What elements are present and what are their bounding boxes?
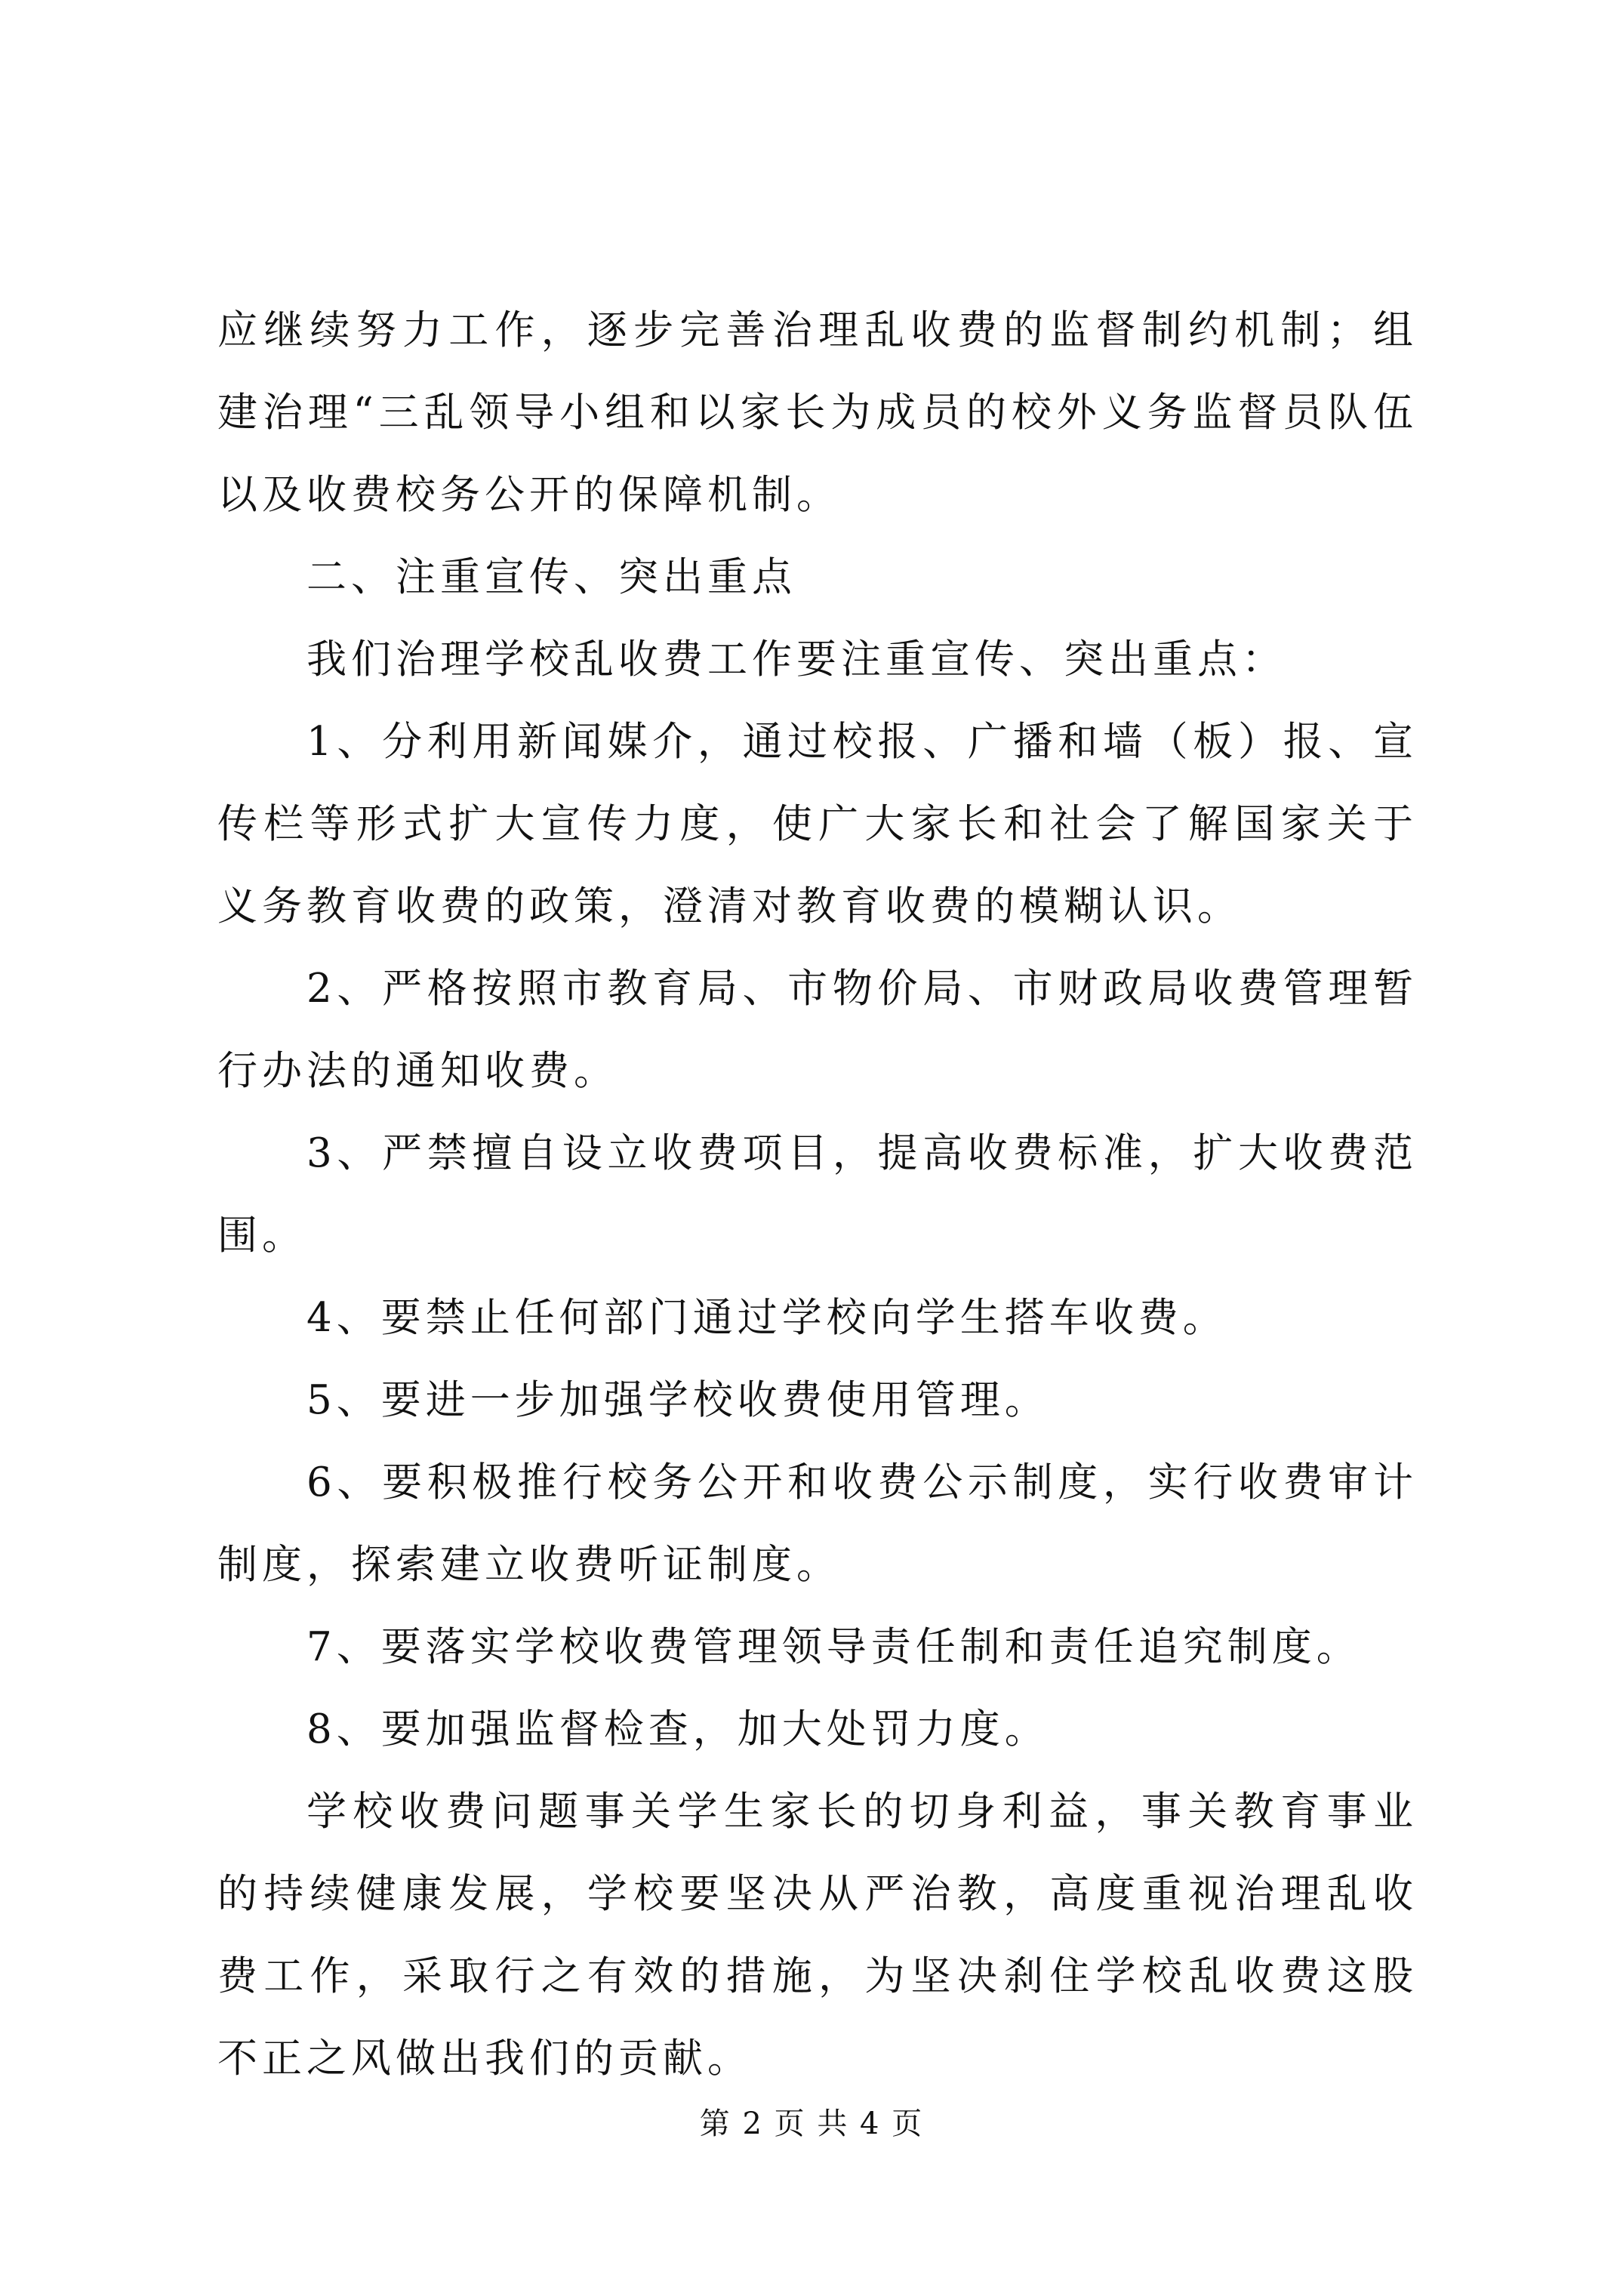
list-item-8: 8、要加强监督检查，加大处罚力度。 bbox=[306, 1706, 1049, 1752]
list-item-1: 1、分利用新闻媒介，通过校报、广播和墙（板）报、宣传栏等形式扩大宣传力度，使广大家长和社会了解国家关于义务教育收费的政策，澄清对教育收费的模糊认识。 bbox=[217, 719, 1418, 929]
section-heading-2: 二、注重宣传、突出重点 bbox=[306, 554, 796, 600]
paragraph-conclusion: 学校收费问题事关学生家长的切身利益，事关教育事业的持续健康发展，学校要坚决从严治教，高度重视治理乱收费工作，采取行之有效的措施，为坚决刹住学校乱收费这股不正之风做出我们的贡献。 bbox=[217, 1789, 1418, 2082]
page-number-label: 第 2 页 共 4 页 bbox=[699, 2106, 924, 2141]
document-body bbox=[217, 289, 1418, 2100]
list-item-7: 7、要落实学校收费管理领导责任制和责任追究制度。 bbox=[306, 1624, 1361, 1670]
list-item-2: 2、严格按照市教育局、市物价局、市财政局收费管理暂行办法的通知收费。 bbox=[217, 966, 1418, 1094]
list-item-6: 6、要积极推行校务公开和收费公示制度，实行收费审计制度，探索建立收费听证制度。 bbox=[217, 1459, 1418, 1588]
list-item-4: 4、要禁止任何部门通过学校向学生搭车收费。 bbox=[306, 1295, 1227, 1341]
page-footer bbox=[0, 2105, 1623, 2143]
paragraph-1: 应继续努力工作，逐步完善治理乱收费的监督制约机制；组建治理“三乱领导小组和以家长为成员的校外义务监督员队伍以及收费校务公开的保障机制。 bbox=[217, 307, 1418, 518]
list-item-3: 3、严禁擅自设立收费项目，提高收费标准，扩大收费范围。 bbox=[217, 1130, 1418, 1259]
paragraph-intro: 我们治理学校乱收费工作要注重宣传、突出重点： bbox=[306, 636, 1286, 683]
list-item-5: 5、要进一步加强学校收费使用管理。 bbox=[306, 1377, 1049, 1423]
